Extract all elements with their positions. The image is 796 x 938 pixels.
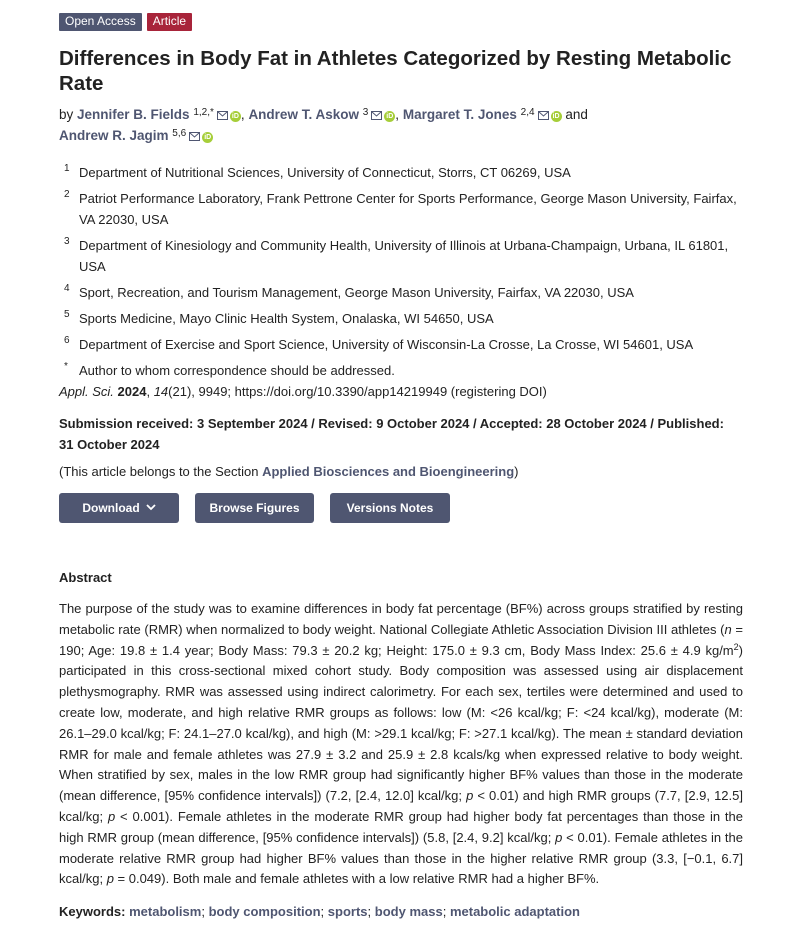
abstract-italic: p bbox=[466, 788, 474, 804]
versions-notes-button[interactable]: Versions Notes bbox=[330, 493, 450, 523]
affiliation-number: 2 bbox=[64, 189, 70, 200]
article-title: Differences in Body Fat in Athletes Categorized by Resting Metabolic Rate bbox=[59, 47, 732, 95]
section-prefix: (This article belongs to the Section bbox=[59, 464, 259, 479]
keyword-link[interactable]: sports bbox=[327, 904, 368, 919]
keywords-heading: Keywords: bbox=[59, 904, 126, 919]
abstract-part: < 0.01) and high RMR groups (7.7, [2.9, 12.5] kcal/kg; bbox=[59, 788, 743, 824]
abstract-part: = 0.049). Both male and female athletes with a low relative RMR had a higher BF%. bbox=[113, 871, 600, 887]
affiliation-text: Department of Kinesiology and Community Health, University of Illinois at Urbana-Champaign, Urbana, IL 61801, USA bbox=[79, 238, 729, 274]
affiliation-item bbox=[64, 360, 754, 381]
affiliation-number: 6 bbox=[64, 335, 70, 346]
abstract-italic: p bbox=[107, 808, 116, 824]
email-icon[interactable] bbox=[538, 111, 549, 120]
abstract-part: < 0.001). Female athletes in the moderate RMR group had higher body fat percentages than those in the high RMR group (mean difference, [95% confidence intervals]) (5.8, [2.4, 9.2] kcal/kg; bbox=[59, 808, 743, 845]
affiliation-text: Department of Exercise and Sport Science, University of Wisconsin-La Crosse, La Crosse, WI 54601, USA bbox=[79, 337, 694, 352]
citation: Appl. Sci. 2024, 14(21), 9949; https://doi.org/10.3390/app14219949 (registering DOI) bbox=[59, 384, 547, 399]
affiliation-item bbox=[64, 334, 754, 355]
affiliation-text: Author to whom correspondence should be addressed. bbox=[79, 363, 395, 378]
affiliation-number: 1 bbox=[64, 163, 70, 174]
browse-figures-button[interactable]: Browse Figures bbox=[195, 493, 314, 523]
keywords bbox=[59, 902, 580, 922]
keyword-link[interactable]: metabolic adaptation bbox=[449, 904, 580, 919]
author-affil-ref: 1,2,* bbox=[193, 107, 214, 118]
keyword-separator: ; bbox=[201, 904, 205, 919]
affiliation-item bbox=[64, 235, 754, 277]
affiliation-item bbox=[64, 188, 754, 230]
abstract-part: The purpose of the study was to examine differences in body fat percentage (BF%) across groups stratified by resting metabolic rate (RMR) when normalized to body weight. National Collegiate Athletic Association Division III athletes ( bbox=[59, 601, 743, 637]
by-label: by bbox=[59, 107, 74, 122]
section-suffix: ) bbox=[514, 464, 519, 479]
abstract-part: ) participated in this cross-sectional mixed cohort study. Body composition was assessed using air displacement plethysmography. RMR was assessed using indirect calorimetry. For each sex, tertiles were determined and used to create low, moderate, and high relative RMR groups as follows: low (M: <26 kcal/kg; F: <24 kcal/kg), moderate (M: 26.1–29.0 kcal/kg; F: 24.1–27.0 kcal/kg), and high (M: >29.1 kcal/kg; F: >27.1 kcal/kg). The mean ± standard deviation RMR for male and female athletes was 27.9 ± 3.2 and 25.9 ± 2.8 kcals/kg when expressed relative to body weight. When stratified by sex, males in the low RMR group had significantly higher BF% values than those in the moderate (mean difference, [95% confidence intervals]) (7.2, [2.4, 12.0] kcal/kg; bbox=[59, 642, 743, 804]
author-affil-ref: 5,6 bbox=[172, 128, 187, 139]
section-note bbox=[59, 462, 519, 482]
keyword-link[interactable]: metabolism bbox=[129, 904, 202, 919]
citation-year: 2024 bbox=[117, 384, 147, 399]
action-buttons bbox=[59, 493, 450, 523]
abstract-italic: p bbox=[106, 871, 114, 887]
download-button[interactable] bbox=[59, 493, 179, 523]
article-type-badge: Article bbox=[147, 13, 192, 31]
abstract-heading: Abstract bbox=[59, 570, 112, 585]
author-affil-ref: 2,4 bbox=[520, 107, 535, 118]
author-link[interactable]: Margaret T. Jones bbox=[402, 107, 517, 122]
abstract-superscript: 2 bbox=[733, 641, 739, 652]
affiliation-number: 3 bbox=[64, 236, 70, 247]
abstract-part: < 0.01). Female athletes in the moderate relative RMR group had higher BF% values than those in the higher relative RMR group (3.3, [−0.1, 6.7] kcal/kg; bbox=[59, 829, 744, 887]
affiliation-number: 5 bbox=[64, 309, 70, 320]
abstract-italic: p bbox=[555, 829, 563, 845]
affiliation-item bbox=[64, 282, 754, 303]
orcid-icon[interactable]: iD bbox=[552, 113, 560, 120]
affiliation-list bbox=[64, 162, 754, 386]
affiliation-text: Patriot Performance Laboratory, Frank Pettrone Center for Sports Performance, George Mason University, Fairfax, VA 22030, USA bbox=[79, 191, 737, 227]
publication-dates: Submission received: 3 September 2024 / Revised: 9 October 2024 / Accepted: 28 October 2024 / Published: 31 October 2024 bbox=[59, 416, 724, 452]
affiliation-item bbox=[64, 162, 754, 183]
author-separator: , bbox=[395, 107, 400, 122]
email-icon[interactable] bbox=[189, 132, 200, 141]
author-separator: , bbox=[240, 107, 245, 122]
section-link[interactable]: Applied Biosciences and Bioengineering bbox=[262, 464, 515, 479]
abstract-part: = 190; Age: 19.8 ± 1.4 year; Body Mass: 79.3 ± 20.2 kg; Height: 175.0 ± 9.3 cm, Body Mass Index: 25.6 ± 4.9 kg/m bbox=[59, 621, 743, 658]
and-label: and bbox=[565, 107, 588, 122]
email-icon[interactable] bbox=[217, 111, 228, 120]
author-link[interactable]: Jennifer B. Fields bbox=[77, 107, 190, 122]
keyword-separator: ; bbox=[442, 904, 447, 919]
orcid-icon[interactable]: iD bbox=[231, 113, 239, 120]
affiliation-text: Sports Medicine, Mayo Clinic Health System, Onalaska, WI 54650, USA bbox=[79, 311, 494, 326]
citation-volume: 14 bbox=[153, 384, 169, 399]
author-affil-ref: 3 bbox=[362, 107, 369, 118]
download-label: Download bbox=[82, 501, 140, 515]
orcid-icon[interactable]: iD bbox=[386, 113, 394, 120]
affiliation-text: Sport, Recreation, and Tourism Management, George Mason University, Fairfax, VA 22030, USA bbox=[79, 285, 634, 300]
affiliation-number: 4 bbox=[64, 283, 70, 294]
affiliation-item bbox=[64, 308, 754, 329]
open-access-badge: Open Access bbox=[59, 13, 142, 31]
abstract-text bbox=[59, 599, 743, 890]
keyword-link[interactable]: body mass bbox=[374, 904, 443, 919]
keyword-link[interactable]: body composition bbox=[208, 904, 321, 919]
chevron-down-icon bbox=[146, 504, 156, 511]
orcid-icon[interactable]: iD bbox=[204, 134, 212, 141]
citation-details: (21), 9949; https://doi.org/10.3390/app14219949 (registering DOI) bbox=[168, 384, 547, 399]
email-icon[interactable] bbox=[371, 111, 382, 120]
journal-name: Appl. Sci. bbox=[59, 384, 114, 399]
badge-row bbox=[59, 13, 192, 31]
abstract-italic: n bbox=[724, 621, 732, 637]
author-link[interactable]: Andrew T. Askow bbox=[248, 107, 359, 122]
author-link[interactable]: Andrew R. Jagim bbox=[59, 128, 169, 143]
author-list bbox=[59, 104, 749, 146]
keyword-separator: ; bbox=[320, 904, 325, 919]
keyword-separator: ; bbox=[367, 904, 372, 919]
affiliation-text: Department of Nutritional Sciences, University of Connecticut, Storrs, CT 06269, USA bbox=[79, 165, 571, 180]
affiliation-number: * bbox=[64, 361, 68, 372]
